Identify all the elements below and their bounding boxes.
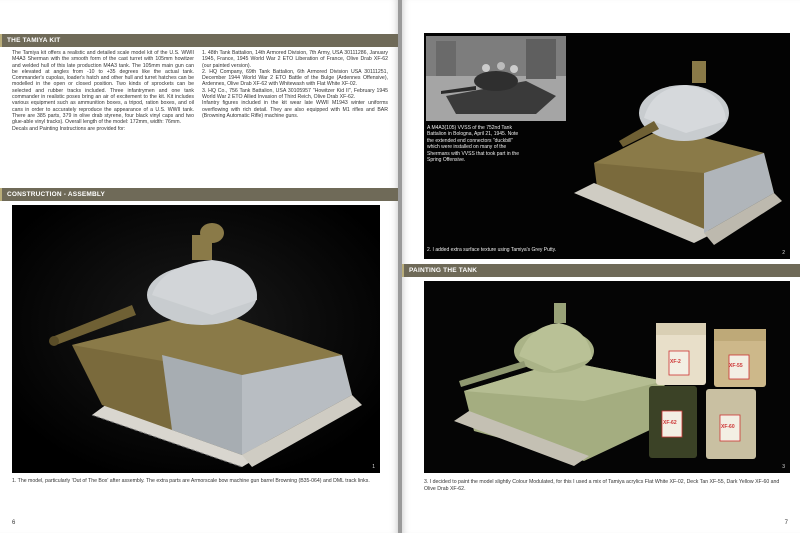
figure-3-caption: 3. I decided to paint the model slightly Colour Modulated, for this I used a mix of Tamiya acrylics Flat White XF-02, Deck Tan XF-55, Dark Yellow XF-60 and Olive Drab XF-62. bbox=[424, 479, 780, 492]
putty-textured-tank-photo bbox=[424, 33, 790, 259]
section-header-tamiya-kit: THE TAMIYA KIT bbox=[0, 34, 398, 47]
decal-item-1: 1. 48th Tank Battalion, 14th Armored Division, 7th Army, USA 30111286, January 1945, France, 1945 World War 2 ETO Liberation of France, Olive Drab XF-62 (our painted version). bbox=[202, 50, 388, 69]
section-header-construction: CONSTRUCTION - ASSEMBLY bbox=[0, 188, 398, 201]
decal-item-3: 3. HQ Co., 756 Tank Battalion, USA 30105957 "Howitzer Kid II", February 1945 World War 2 ETO Allied Invasion of Third Reich, Olive Drab XF-62. bbox=[202, 87, 388, 101]
section-header-painting: PAINTING THE TANK bbox=[402, 264, 800, 277]
figure-number-1: 1 bbox=[372, 464, 375, 470]
intro-paragraph: The Tamiya kit offers a realistic and detailed scale model kit of the U.S. WWII M4A3 Sherman with the smooth form of the cast turret with 105mm howitzer and welded hull of this late production M4A3 tank. The 105mm main gun can be elevated at angles from -10 to +35 degrees like the actual tank. Commander's cupolas, loader's hatch and other hull and turret hatches can be modelled in the open or closed position. Two kinds of sprockets can be selected and rubber tracks included. Three infantrymen and one tank commander in realistic poses bring an air of excitement to the kit. Kit includes various equipment such as ammunition boxes, a tripod, ration boxes, and oil cans in order to accurately reproduce the appearance of a U.S. WWII tank. There are 385 parts, 379 in olive drab styrene, four black vinyl caps and two glue-able vinyl tracks). Overall length of the model: 172mm, width: 76mm. bbox=[12, 50, 194, 126]
historical-photo-inset bbox=[426, 36, 566, 121]
assembled-tank-photo bbox=[12, 205, 380, 473]
decals-column bbox=[202, 50, 388, 119]
decals-intro: Decals and Painting Instructions are provided for: bbox=[12, 125, 126, 132]
left-page bbox=[0, 0, 398, 533]
figure-2-caption: 2. I added extra surface texture using Tamiya's Grey Putty. bbox=[427, 247, 557, 253]
jar-label-3: XF-62 bbox=[663, 420, 677, 426]
jar-label-4: XF-60 bbox=[721, 424, 735, 430]
infantry-paragraph: Infantry figures included in the kit wear late WWII M1943 winter uniforms overflowing with rich detail. They are also equipped with M1 rifles and BAR (Browning Automatic Rifle) machine guns. bbox=[202, 100, 388, 119]
painted-tank-with-jars-photo bbox=[424, 281, 790, 473]
figure-number-3: 3 bbox=[782, 464, 785, 470]
jar-label-2: XF-55 bbox=[729, 363, 743, 369]
jar-label-1: XF-2 bbox=[670, 359, 681, 365]
inset-caption: A M4A3(105) VVSS of the 752nd Tank Battalion in Bologna, April 21, 1945. Note the extended end connectors "duckbill" which were installed on many of the Shermans with VVSS that took part in the Spring Offensive. bbox=[427, 125, 519, 164]
decal-item-2: 2. HQ Company, 69th Tank Battalion, 6th Armored Division USA 30111251, December 1944 World War 2 ETO Battle of the Bulge (Ardennes Offensive), Ardennes, Olive Drab XF-62 with Whitewash with Flat White XF-02. bbox=[202, 68, 388, 88]
page-number-right: 7 bbox=[784, 520, 788, 526]
figure-number-2: 2 bbox=[782, 250, 785, 256]
page-number-left: 6 bbox=[12, 520, 16, 526]
right-page bbox=[402, 0, 800, 533]
figure-1-caption: 1. The model, particularly 'Out of The Box' after assembly. The extra parts are Armorscale bow machine gun barrel Browning (B35-064) and DML track links. bbox=[12, 478, 370, 484]
intro-column bbox=[12, 50, 194, 132]
